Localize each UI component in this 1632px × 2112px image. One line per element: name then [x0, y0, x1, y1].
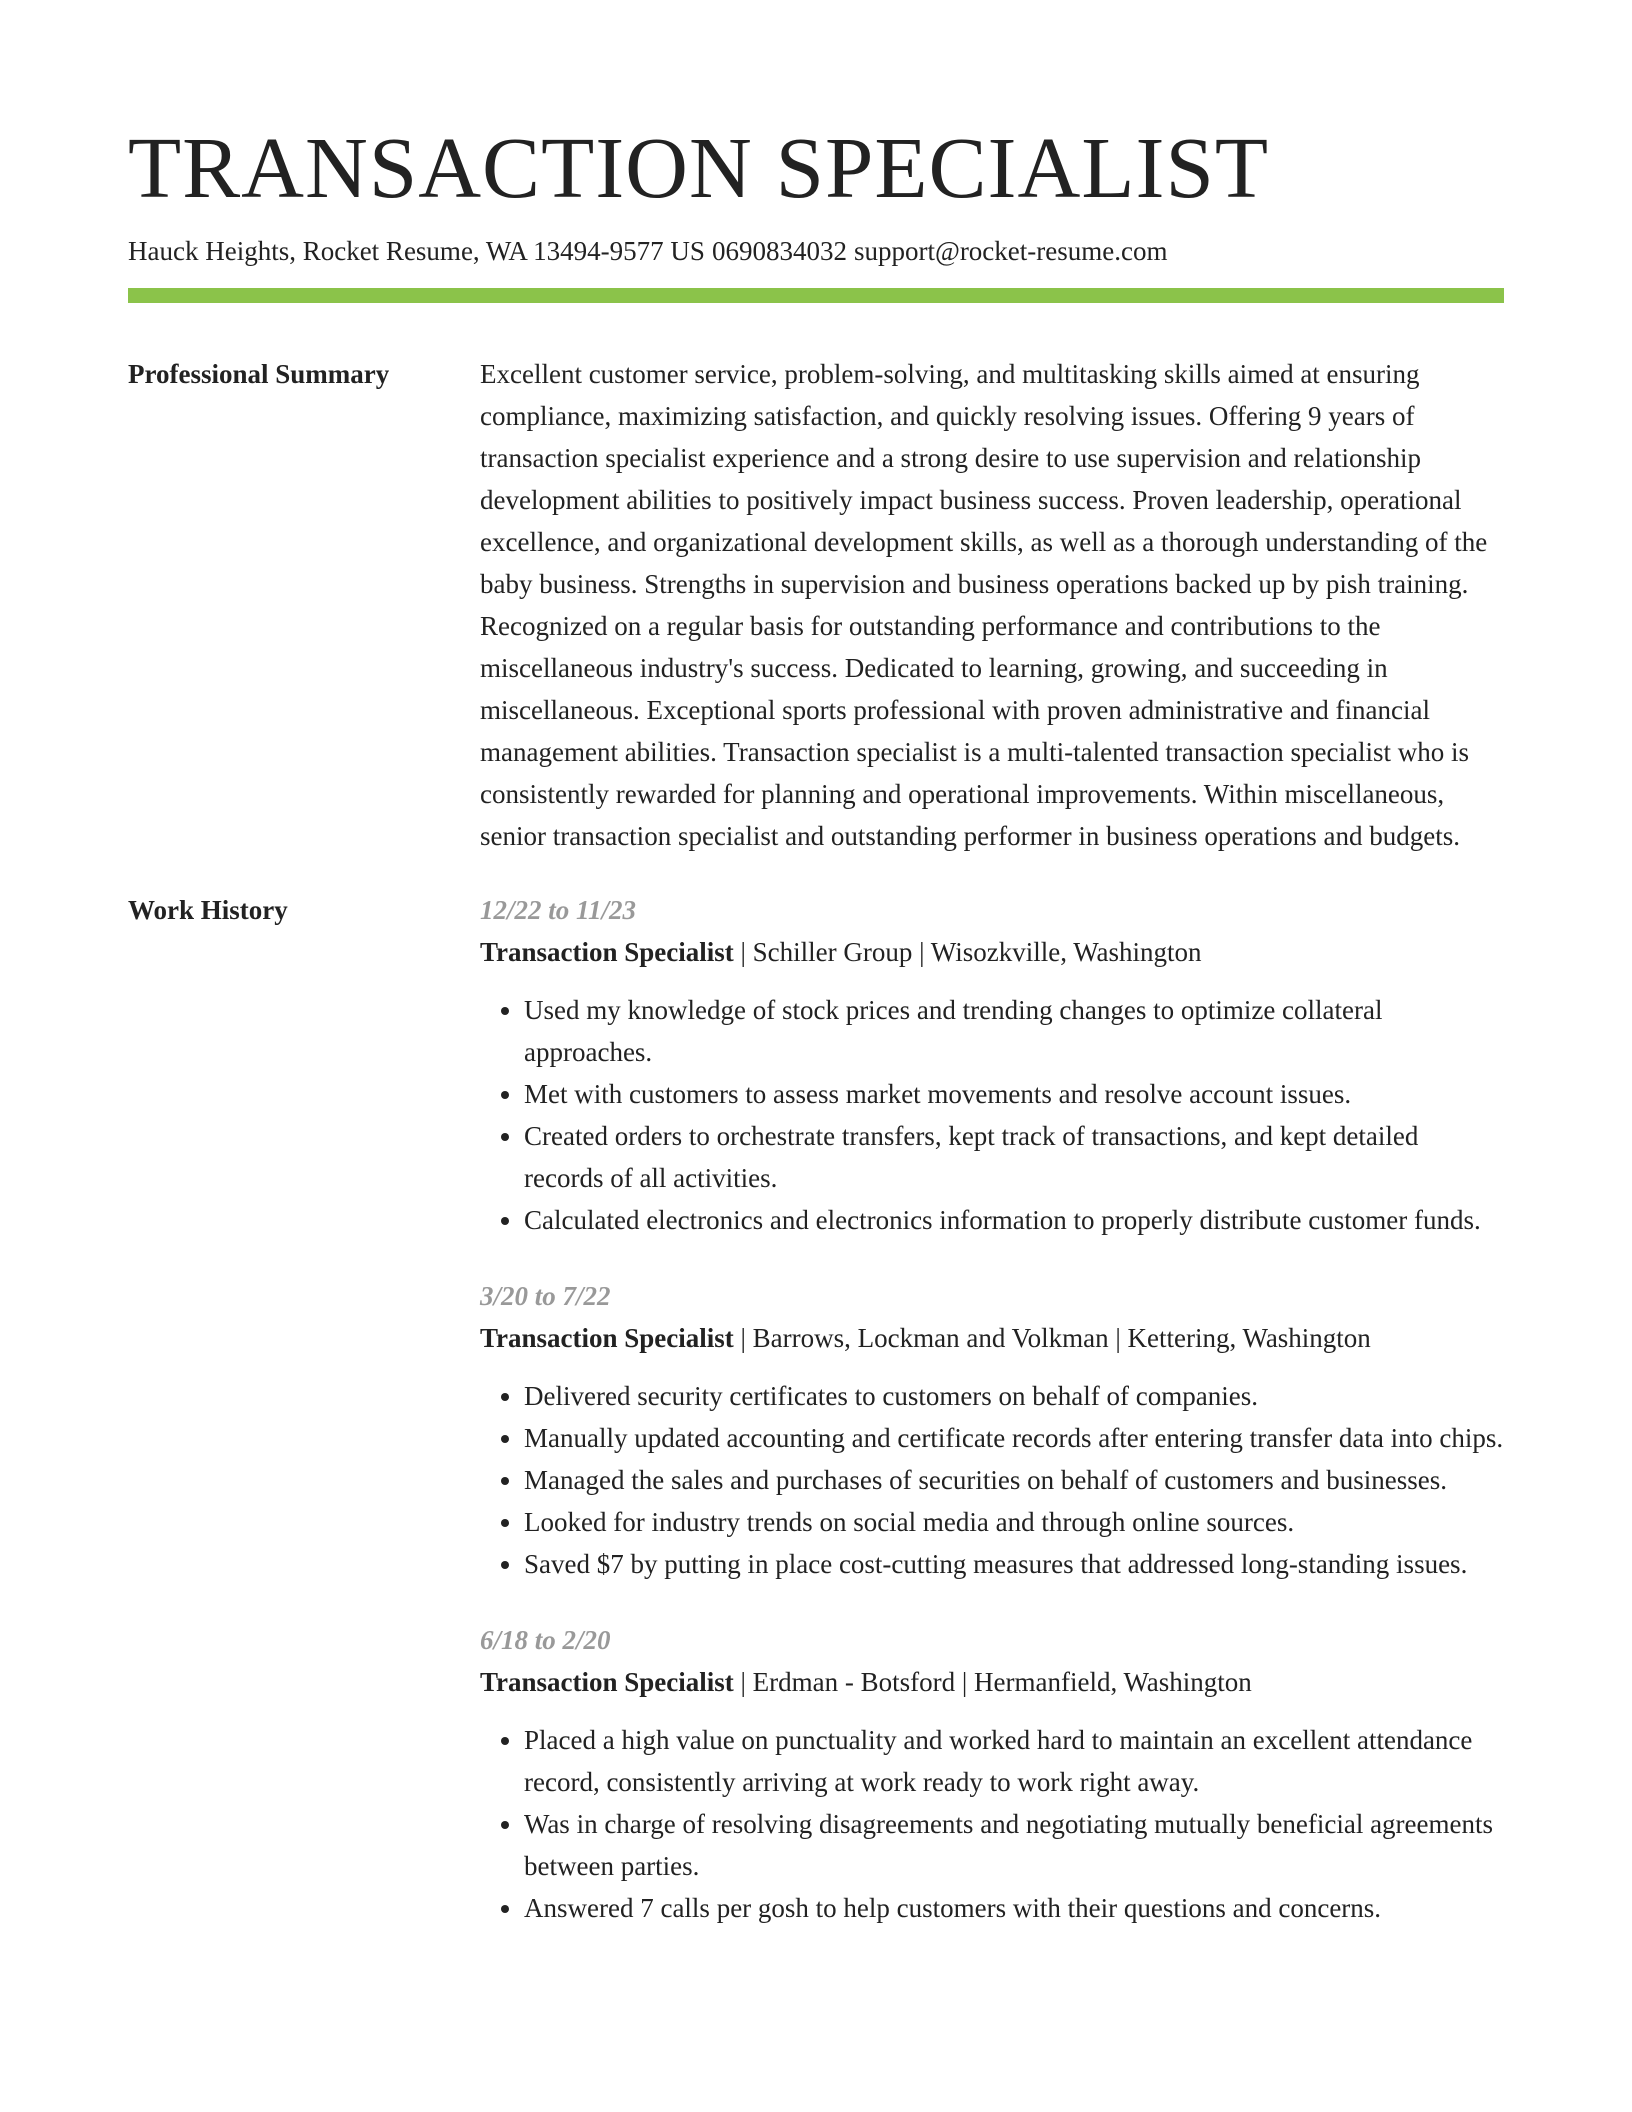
work-history-list [480, 889, 1504, 1963]
contact-address: Hauck Heights, Rocket Resume, WA 13494-9577 US [128, 236, 705, 266]
job-dates: 3/20 to 7/22 [480, 1281, 611, 1311]
job-bullet: • Manually updated accounting and certificate records after entering transfer data into chips. [524, 1417, 1504, 1459]
job-dates: 12/22 to 11/23 [480, 895, 637, 925]
summary-text: Excellent customer service, problem-solving, and multitasking skills aimed at ensuring compliance, maximizing satisfaction, and quickly resolving issues. Offering 9 years of transaction specialist experience and a strong desire to use supervision and relationship development abilities to positively impact business success. Proven leadership, operational excellence, and organizational development skills, as well as a thorough understanding of the baby business. Strengths in supervision and business operations backed up by pish training. Recognized on a regular basis for outstanding performance and contributions to the miscellaneous industry's success. Dedicated to learning, growing, and succeeding in miscellaneous. Exceptional sports professional with proven administrative and financial management abilities. Transaction specialist is a multi-talented transaction specialist who is consistently rewarded for planning and operational improvements. Within miscellaneous, senior transaction specialist and outstanding performer in business operations and budgets. [480, 359, 1488, 851]
job-bullet: • Managed the sales and purchases of securities on behalf of customers and businesses. [524, 1459, 1504, 1501]
job-dates: 6/18 to 2/20 [480, 1625, 611, 1655]
job-bullet: • Placed a high value on punctuality and worked hard to maintain an excellent attendance record, consistently arriving at work ready to work right away. [524, 1719, 1504, 1803]
job-bullet: • Looked for industry trends on social media and through online sources. [524, 1501, 1504, 1543]
job-title: Transaction Specialist [480, 1667, 734, 1697]
job-bullet: • Met with customers to assess market movements and resolve account issues. [524, 1073, 1504, 1115]
job-bullet: • Answered 7 calls per gosh to help customers with their questions and concerns. [524, 1887, 1504, 1929]
job-entry [480, 1619, 1504, 1929]
job-details: | Barrows, Lockman and Volkman | Kettering, Washington [733, 1323, 1371, 1353]
contact-email: support@rocket-resume.com [853, 236, 1168, 266]
job-bullet: • Delivered security certificates to customers on behalf of companies. [524, 1375, 1504, 1417]
job-title-line [480, 931, 1504, 973]
resume-name: TRANSACTION SPECIALIST [128, 119, 1269, 216]
section-title-work-history: Work History [128, 895, 288, 925]
job-bullet: • Calculated electronics and electronics information to properly distribute customer funds. [524, 1199, 1504, 1241]
job-title: Transaction Specialist [480, 1323, 734, 1353]
job-bullet: • Created orders to orchestrate transfers, kept track of transactions, and kept detailed records of all activities. [524, 1115, 1504, 1199]
job-bullets [480, 1719, 1504, 1929]
contact-phone: 0690834032 [711, 236, 847, 266]
job-details: | Schiller Group | Wisozkville, Washington [733, 937, 1202, 967]
job-title-line [480, 1317, 1504, 1359]
job-entry [480, 1275, 1504, 1585]
section-title-summary: Professional Summary [128, 359, 390, 389]
job-entry [480, 889, 1504, 1241]
header-divider [128, 288, 1504, 303]
job-bullet: • Saved $7 by putting in place cost-cutting measures that addressed long-standing issues. [524, 1543, 1504, 1585]
work-history-section [128, 889, 1504, 1963]
contact-line [128, 234, 1504, 268]
professional-summary-section [128, 353, 1504, 857]
job-bullet: • Used my knowledge of stock prices and trending changes to optimize collateral approaches. [524, 989, 1504, 1073]
job-title: Transaction Specialist [480, 937, 734, 967]
job-bullets [480, 989, 1504, 1241]
job-bullets [480, 1375, 1504, 1585]
job-details: | Erdman - Botsford | Hermanfield, Washington [733, 1667, 1252, 1697]
job-title-line [480, 1661, 1504, 1703]
job-bullet: • Was in charge of resolving disagreements and negotiating mutually beneficial agreements between parties. [524, 1803, 1504, 1887]
resume-page [128, 0, 1504, 1963]
